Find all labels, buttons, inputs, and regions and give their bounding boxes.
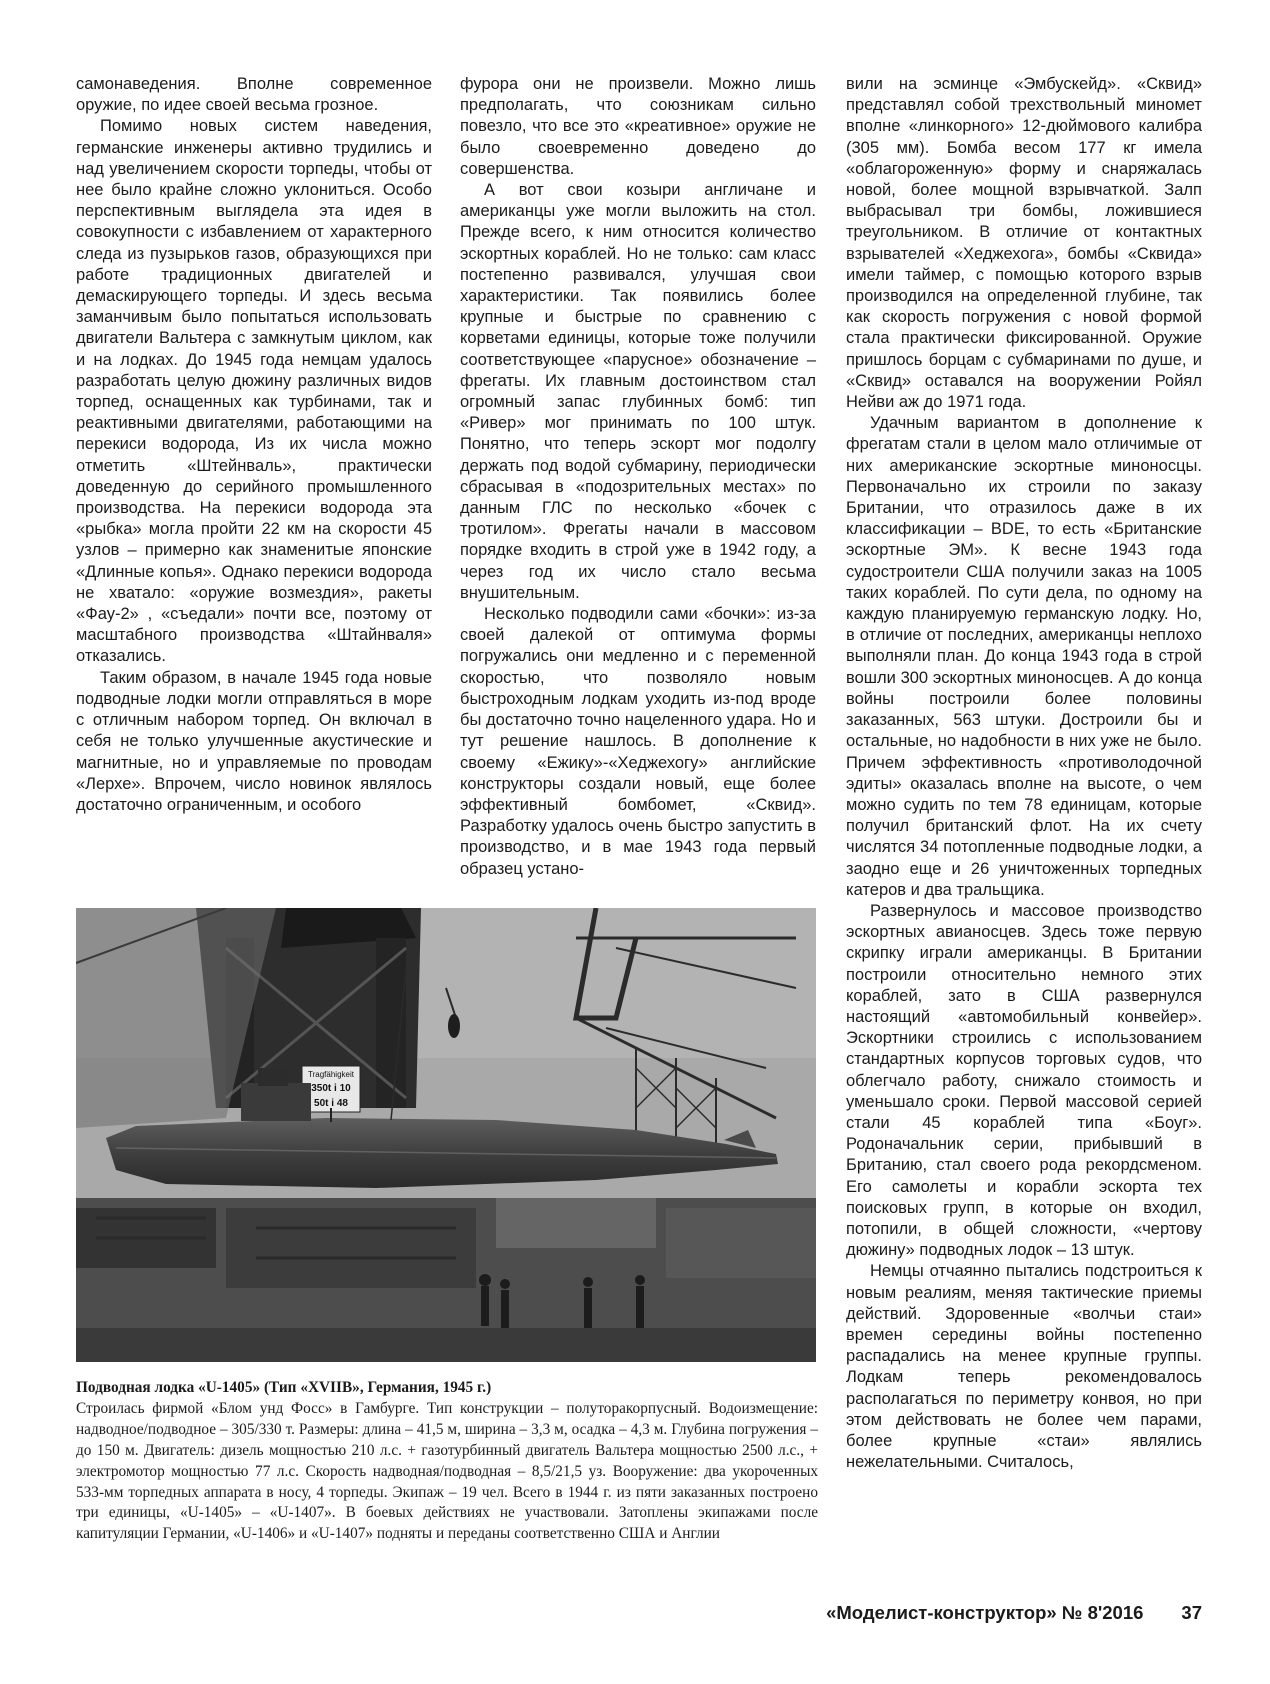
paragraph: Удачным вариантом в дополнение к фрегатам стали в целом мало отличимые от них американские эскортные миноносцы. Первоначально их строили по заказу Британии, что отразилось даже в их классификации – BDE, то есть «Британские эскортные ЭМ». К весне 1943 года судостроители США получили заказ на 1005 таких кораблей. По сути дела, по одному на каждую планируемую германскую лодку. Но, в отличие от последних, американцы неплохо выполняли план. До конца 1943 года в строй вошли 300 эскортных миноносцев. А до конца войны построили более половины заказанных, 563 штуки. Достроили бы и остальные, но надобности в них уже не было. Причем эффективность «противолодочной эдиты» оказалась вполне на высоте, о чем можно судить по тем 78 единицам, которые получил британский флот. На их счету числятся 34 потопленные подводные лодки, а заодно еще и 26 уничтоженных торпедных катеров и два тральщика.: [846, 414, 1202, 899]
text-column-1: [76, 74, 432, 816]
photo-caption: [76, 1378, 818, 1545]
paragraph: Несколько подводили сами «бочки»: из-за своей далекой от оптимума формы погружались они медленно и с переменной скоростью, что позволяло новым быстроходным лодкам уходить из-под вроде бы достаточно точно нацеленного удара. Но и тут решение нашлось. В дополнение к своему «Ежику»-«Хеджехогу» английские конструкторы создали новый, еще более эффективный бомбомет, «Сквид». Разработку удалось очень быстро запустить в производство, и в мае 1943 года первый образец устано-: [460, 605, 816, 878]
paragraph: фурора они не произвели. Можно лишь предполагать, что союзникам сильно повезло, что все это «креативное» оружие не было своевременно доведено до совершенства.: [460, 75, 816, 178]
text-column-3: [846, 74, 1202, 1473]
caption-title: Подводная лодка «U-1405» (Тип «XVIIB», Германия, 1945 г.): [76, 1379, 492, 1396]
sign-line: Tragfähigkeit: [308, 1070, 354, 1079]
page-footer: [826, 1602, 1202, 1624]
paragraph: Помимо новых систем наведения, германские инженеры активно трудились и над увеличением скорости торпеды, чтобы от нее было крайне сложно уклониться. Особо перспективным выглядела эта идея в совокупности с избавлением от характерного следа из пузырьков газов, образующихся при работе традиционных двигателей и демаскирующего торпеды. И здесь весьма заманчивым было попытаться использовать двигатели Вальтера с замкнутым циклом, как и на лодках. До 1945 года немцам удалось разработать целую дюжину различных видов торпед, оснащенных как турбинами, так и реактивными двигателями, работающими на перекиси водорода, Из их числа можно отметить «Штейнваль», практически доведенную до серийного промышленного производства. На перекиси водорода эта «рыбка» могла пройти 22 км на скорости 45 узлов – примерно как знаменитые японские «Длинные копья». Однако перекиси водорода не хватало: «оружие возмездия», ракеты «Фау-2» , «съедали» почти все, поэтому от масштабного производства «Штайнваля» отказались.: [76, 117, 432, 666]
paragraph: А вот свои козыри англичане и американцы уже могли выложить на стол. Прежде всего, к ним относится количество эскортных кораблей. Но не только: сам класс постепенно развивался, улучшая свои характеристики. Так появились более крупные и быстрые по сравнению с корветами единицы, которые тоже получили соответствующее «парусное» обозначение – фрегаты. Их главным достоинством стал огромный запас глубинных бомб: тип «Ривер» мог принимать по 100 штук. Понятно, что теперь эскорт мог подолгу держать под водой субмарину, периодически сбрасывая в «подозрительных местах» по данным ГЛС по несколько «бочек с тротилом». Фрегаты начали в массовом порядке входить в строй уже в 1942 году, а через год их число стало весьма внушительным.: [460, 181, 816, 602]
paragraph: Немцы отчаянно пытались подстроиться к новым реалиям, меняя тактические приемы действий. Здоровенные «волчьи стаи» времен середины войны постепенно распадались на менее крупные группы. Лодкам теперь рекомендовалось располагаться по периметру конвоя, но при этом действовать не более чем парами, более крупные «стаи» являлись нежелательными. Считалось,: [846, 1262, 1202, 1472]
page-number: 37: [1181, 1602, 1202, 1623]
caption-body: Строилась фирмой «Блом унд Фосс» в Гамбурге. Тип конструкции – полуторакорпусный. Водоизмещение: надводное/подводное – 305/330 т. Размеры: длина – 41,5 м, ширина – 3,3 м, осадка – 4,3 м. Глубина погружения – до 150 м. Двигатель: дизель мощностью 210 л.с. + газотурбинный двигатель Вальтера мощностью 2500 л.с., + электромотор мощностью 77 л.с. Скорость надводная/подводная – 8,5/21,5 уз. Вооружение: два укороченных 533-мм торпедных аппарата в носу, 4 торпеды. Экипаж – 19 чел. Всего в 1944 г. из пяти заказанных построено три единицы, «U-1405» – «U-1407». В боевых действиях не участвовали. Затоплены экипажами после капитуляции Германии, «U-1406» и «U-1407» подняты и переданы соответственно США и Англии: [76, 1399, 818, 1543]
paragraph: Развернулось и массовое производство эскортных авианосцев. Здесь тоже первую скрипку играли американцы. В Британии построили относительно немного этих кораблей, зато в США развернулся настоящий «автомобильный конвейер». Эскортники строились с использованием стандартных корпусов торговых судов, что облегчало работу, снижало стоимость и уменьшало сроки. Первой массовой серией стали 45 кораблей типа «Боуг». Родоначальник серии, прибывший в Британию, стал своего рода рекордсменом. Его самолеты и корабли эскорта тех поисковых групп, в которые он входил, потопили, в общей сложности, «чертову дюжину» подводных лодок – 13 штук.: [846, 901, 1202, 1260]
paragraph: вили на эсминце «Эмбускейд». «Сквид» представлял собой трехствольный миномет вполне «линкорного» 12-дюймового калибра (305 мм). Бомба весом 177 кг имела «облагороженную» форму и снаряжалась новой, более мощной взрывчаткой. Залп выбрасывал три бомбы, ложившиеся треугольником. В отличие от контактных взрывателей «Хеджехога», бомбы «Сквида» имели таймер, с помощью которого взрыв производился на определенной глубине, так как скорость погружения с новой формой стала практически фиксированной. Оружие пришлось борцам с субмаринами по душе, и «Сквид» оставался на вооружении Ройял Нейви аж до 1971 года.: [846, 75, 1202, 412]
sign-line: 350t i 10: [311, 1083, 351, 1094]
sign-line: 50t i 48: [314, 1098, 348, 1109]
submarine-photo: [76, 908, 816, 1362]
text-column-2: [460, 74, 816, 880]
paragraph: самонаведения. Вполне современное оружие, по идее своей весьма грозное.: [76, 75, 432, 115]
magazine-issue: «Моделист-конструктор» № 8'2016: [826, 1602, 1144, 1623]
paragraph: Таким образом, в начале 1945 года новые подводные лодки могли отправляться в море с отличным набором торпед. Он включал в себя не только улучшенные акустические и магнитные, но и управляемые по проводам «Лерхе». Впрочем, число новинок являлось достаточно ограниченным, и особого: [76, 668, 432, 814]
